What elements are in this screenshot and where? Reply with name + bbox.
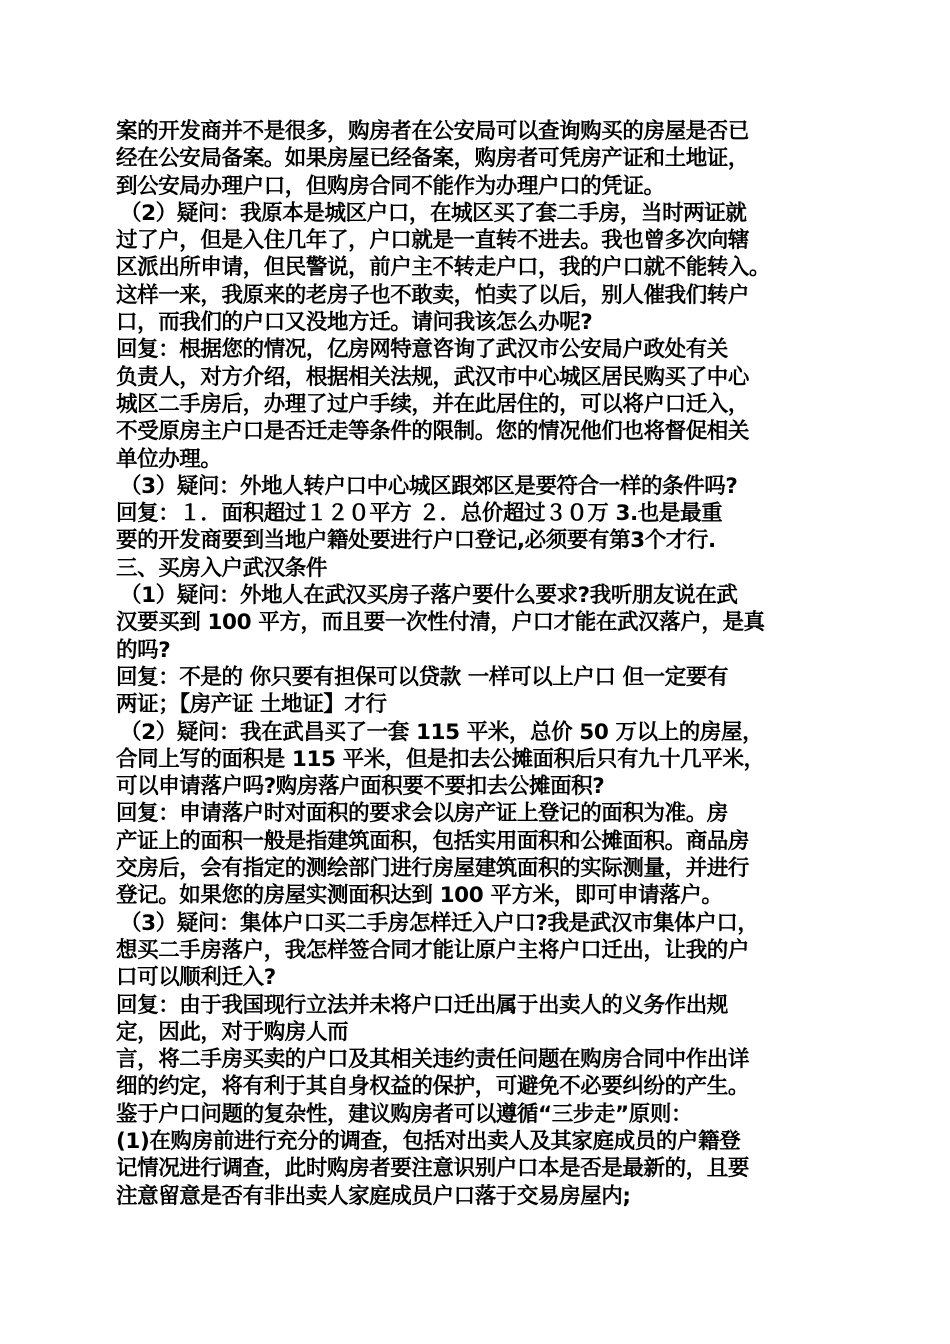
section-heading: 三、买房入户武汉条件	[116, 555, 328, 581]
text-line: 想买二手房落户，我怎样签合同才能让原户主将户口迁出，让我的户	[116, 937, 750, 963]
text-line: 案的开发商并不是很多，购房者在公安局可以查询购买的房屋是否已	[116, 119, 750, 144]
text-line: 要的开发商要到当地户籍处要进行户口登记,必须要有第3个才行.	[116, 528, 716, 554]
text-line: 过了户，但是入住几年了，户口就是一直转不进去。我也曾多次向辖	[116, 228, 750, 254]
document-body	[116, 118, 846, 1210]
reply-line: 回复：不是的 你只要有担保可以贷款 一样可以上户口 但一定要有	[116, 664, 729, 690]
text-line: 区派出所申请，但民警说，前户主不转走户口，我的户口就不能转入。	[116, 255, 771, 281]
question-line: （1）疑问：外地人在武汉买房子落户要什么要求?我听朋友说在武	[120, 583, 738, 609]
question-line: （2）疑问：我在武昌买了一套 115 平米，总价 50 万以上的房屋，	[120, 719, 764, 745]
text-line: 负责人，对方介绍，根据相关法规，武汉市中心城区居民购买了中心	[116, 364, 750, 390]
text-line: 登记。如果您的房屋实测面积达到 100 平方米，即可申请落户。	[116, 883, 723, 909]
question-line: （2）疑问：我原本是城区户口，在城区买了套二手房，当时两证就	[120, 200, 747, 226]
reply-line: 回复：１．面积超过１２０平方 ２．总价超过３０万 3.也是最重	[116, 501, 723, 527]
text-line: 口可以顺利迁入?	[116, 965, 276, 991]
text-line: 可以申请落户吗?购房落户面积要不要扣去公摊面积?	[116, 774, 605, 800]
question-line: （3）疑问：外地人转户口中心城区跟郊区是要符合一样的条件吗?	[120, 473, 738, 499]
question-line: （3）疑问：集体户口买二手房怎样迁入户口?我是武汉市集体户口，	[120, 910, 759, 936]
text-line: 汉要买到 100 平方，而且要一次性付清，户口才能在武汉落户，是真	[116, 610, 765, 636]
text-line: 交房后，会有指定的测绘部门进行房屋建筑面积的实际测量，并进行	[116, 856, 750, 882]
text-line: 经在公安局备案。如果房屋已经备案，购房者可凭房产证和土地证，	[116, 146, 750, 172]
reply-line: 回复：申请落户时对面积的要求会以房产证上登记的面积为准。房	[116, 801, 728, 827]
text-line: 到公安局办理户口，但购房合同不能作为办理户口的凭证。	[116, 173, 665, 199]
text-line: 单位办理。	[116, 446, 222, 472]
text-line: 口，而我们的户口又没地方迁。请问我该怎么办呢?	[116, 310, 593, 336]
text-line: 的吗?	[116, 637, 171, 663]
reply-line: 回复：根据您的情况，亿房网特意咨询了武汉市公安局户政处有关	[116, 337, 728, 363]
text-line: 两证；【房产证 土地证】才行	[116, 692, 387, 718]
text-line: 定，因此，对于购房人而	[116, 1019, 349, 1045]
text-line: 注意留意是否有非出卖人家庭成员户口落于交易房屋内;	[116, 1183, 631, 1209]
list-item-line: (1)在购房前进行充分的调查，包括对出卖人及其家庭成员的户籍登	[116, 1128, 741, 1154]
text-line: 产证上的面积一般是指建筑面积，包括实用面积和公摊面积。商品房	[116, 828, 750, 854]
text-line: 细的约定，将有利于其自身权益的保护，可避免不必要纠纷的产生。	[116, 1074, 750, 1100]
text-line: 这样一来，我原来的老房子也不敢卖，怕卖了以后，别人催我们转户	[116, 282, 750, 308]
text-line: 言，将二手房买卖的户口及其相关违约责任问题在购房合同中作出详	[116, 1047, 750, 1073]
reply-line: 回复：由于我国现行立法并未将户口迁出属于出卖人的义务作出规	[116, 992, 728, 1018]
text-line: 记情况进行调查，此时购房者要注意识别户口本是否是最新的，且要	[116, 1156, 750, 1182]
text-line: 不受原房主户口是否迁走等条件的限制。您的情况他们也将督促相关	[116, 419, 750, 445]
text-line: 合同上写的面积是 115 平米，但是扣去公摊面积后只有九十几平米，	[116, 746, 765, 772]
text-line: 城区二手房后，办理了过户手续，并在此居住的，可以将户口迁入，	[116, 391, 750, 417]
text-line: 鉴于户口问题的复杂性，建议购房者可以遵循“三步走”原则：	[116, 1101, 693, 1127]
